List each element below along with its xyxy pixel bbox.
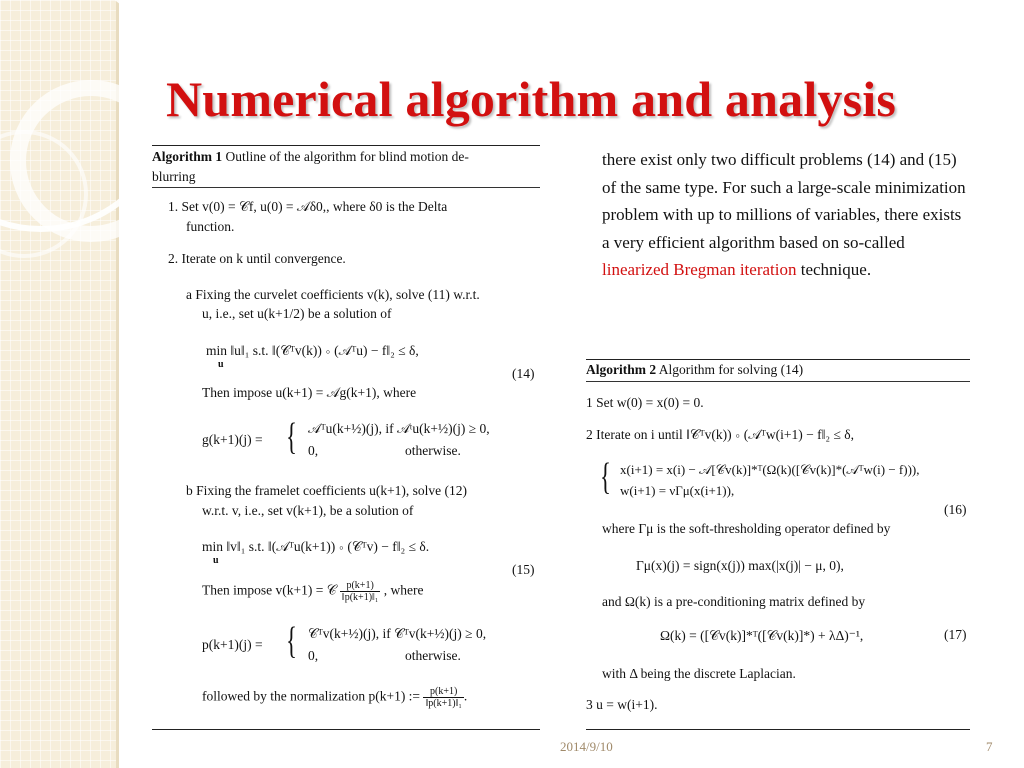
algo2-omega-equation: Ω(k) = ([𝒞v(k)]*ᵀ([𝒞v(k)]*) + λΔ)⁻¹,: [660, 628, 864, 643]
algo1-caption-rule: [152, 187, 540, 188]
algo1-norm-denominator: ‖p(k+1)‖₁: [425, 698, 462, 709]
description-paragraph: [602, 146, 972, 284]
slide-page-number: 7: [986, 739, 993, 754]
algo1-top-rule: [152, 145, 540, 146]
algo1-p-case1: 𝒞ᵀv(k+½)(j), if 𝒞ᵀv(k+½)(j) ≥ 0,: [308, 626, 487, 641]
algo2-caption-rule: [586, 381, 970, 382]
algo2-caption: [586, 360, 970, 380]
algo1-norm-numerator: p(k+1): [423, 686, 463, 698]
algo1-normalization: [202, 686, 467, 709]
paragraph-text-after: technique.: [796, 260, 872, 279]
algo1-step-b1: b Fixing the framelet coefficients u(k+1), solve (12): [186, 483, 468, 498]
algo1-step-a1: a Fixing the curvelet coefficients v(k), solve (11) w.r.t.: [186, 287, 480, 302]
algo2-step1: 1 Set w(0) = x(0) = 0.: [586, 395, 704, 410]
algo1-caption-label: Algorithm 1: [152, 149, 223, 164]
algo1-eq15-sub: u: [213, 555, 219, 566]
algo2-gamma-equation: Γμ(x)(j) = sign(x(j)) max(|x(j)| − μ, 0),: [636, 558, 844, 573]
paragraph-text-before: there exist only two difficult problems (14) and (15) of the same type. For such a large-scale minimization problem with up to millions of variables, there exists a very efficient algorithm based on so-called: [602, 150, 966, 252]
algo1-b3-numerator: p(k+1): [340, 580, 380, 592]
slide-date: 2014/9/10: [560, 739, 613, 754]
algo1-eq14-sub: u: [218, 359, 224, 370]
algo2-eq16-number: (16): [944, 502, 967, 517]
algo2-bottom-rule: [586, 729, 970, 730]
algo2-gamma-definition: where Γμ is the soft-thresholding operator defined by: [602, 521, 891, 536]
algo1-step-a2: u, i.e., set u(k+1/2) be a solution of: [202, 306, 392, 321]
algo1-step1b: function.: [186, 219, 235, 234]
algo1-step-b3: [202, 580, 423, 603]
algo2-eq16-brace: {: [600, 456, 611, 498]
algo1-b3-post: , where: [383, 582, 424, 598]
algo1-caption: [152, 147, 542, 187]
algo2-caption-text: Algorithm for solving (14): [658, 362, 804, 377]
slide-title: Numerical algorithm and analysis: [166, 71, 897, 127]
algo1-caption-text2: blurring: [152, 169, 196, 184]
algo1-bottom-rule: [152, 729, 540, 730]
algo1-g-case1: 𝒜ᵀu(k+½)(j), if 𝒜ᵗu(k+½)(j) ≥ 0,: [308, 421, 490, 436]
algo1-eq15: min ‖v‖₁ s.t. ‖(𝒜ᵀu(k+1)) ∘ (𝒞ᵀv) − f‖₂ ≤ δ.: [202, 539, 430, 554]
algo1-g-case2b: otherwise.: [405, 443, 461, 458]
algo1-caption-text: Outline of the algorithm for blind motion de-: [225, 149, 469, 164]
algo2-eq17-number: (17): [944, 627, 967, 642]
algo2-step3: 3 u = w(i+1).: [586, 697, 658, 712]
algo1-p-case2b: otherwise.: [405, 648, 461, 663]
algo2-eq16b: w(i+1) = νΓμ(x(i+1)),: [620, 483, 735, 498]
algo1-b3-pre: Then impose v(k+1) = 𝒞: [202, 582, 337, 598]
algo1-g-lhs: g(k+1)(j) =: [202, 432, 263, 447]
algo1-step-b2: w.r.t. v, i.e., set v(k+1), be a solution of: [202, 503, 414, 518]
algo2-eq16a: x(i+1) = x(i) − 𝒜[𝒞v(k)]*ᵀ(Ω(k)([𝒞v(k)]*(𝒜ᵀw(i) − f))),: [620, 462, 920, 477]
algo1-norm-post: .: [463, 688, 468, 704]
algo1-b3-fraction: [340, 580, 380, 603]
algo1-p-case2a: 0,: [308, 648, 319, 663]
algo2-laplacian: with Δ being the discrete Laplacian.: [602, 666, 796, 681]
algo2-caption-label: Algorithm 2: [586, 362, 657, 377]
algo1-norm-pre: followed by the normalization p(k+1) :=: [202, 688, 421, 704]
algo2-omega-definition: and Ω(k) is a pre-conditioning matrix defined by: [602, 594, 866, 609]
algo1-g-case2a: 0,: [308, 443, 319, 458]
algo1-step2: 2. Iterate on k until convergence.: [168, 251, 346, 266]
algo1-step1: 1. Set v(0) = 𝒞f, u(0) = 𝒜δ0,, where δ0 is the Delta: [168, 199, 448, 214]
algo1-p-lhs: p(k+1)(j) =: [202, 637, 263, 652]
algo1-g-brace: {: [286, 416, 297, 458]
algo1-p-brace: {: [286, 620, 297, 662]
algo1-step-a3: Then impose u(k+1) = 𝒜g(k+1), where: [202, 385, 417, 400]
algo2-step2: 2 Iterate on i until ‖𝒞ᵀv(k)) ∘ (𝒜ᵀw(i+1) − f‖₂ ≤ δ,: [586, 427, 855, 442]
algo1-eq14-number: (14): [512, 366, 535, 381]
algo1-eq14: min ‖u‖₁ s.t. ‖(𝒞ᵀv(k)) ∘ (𝒜ᵀu) − f‖₂ ≤ δ,: [206, 343, 419, 358]
algo1-eq15-number: (15): [512, 562, 535, 577]
algo1-b3-denominator: ‖p(k+1)‖₁: [341, 592, 379, 603]
algo1-norm-fraction: [423, 686, 463, 709]
paragraph-highlight: linearized Bregman iteration: [602, 260, 797, 279]
